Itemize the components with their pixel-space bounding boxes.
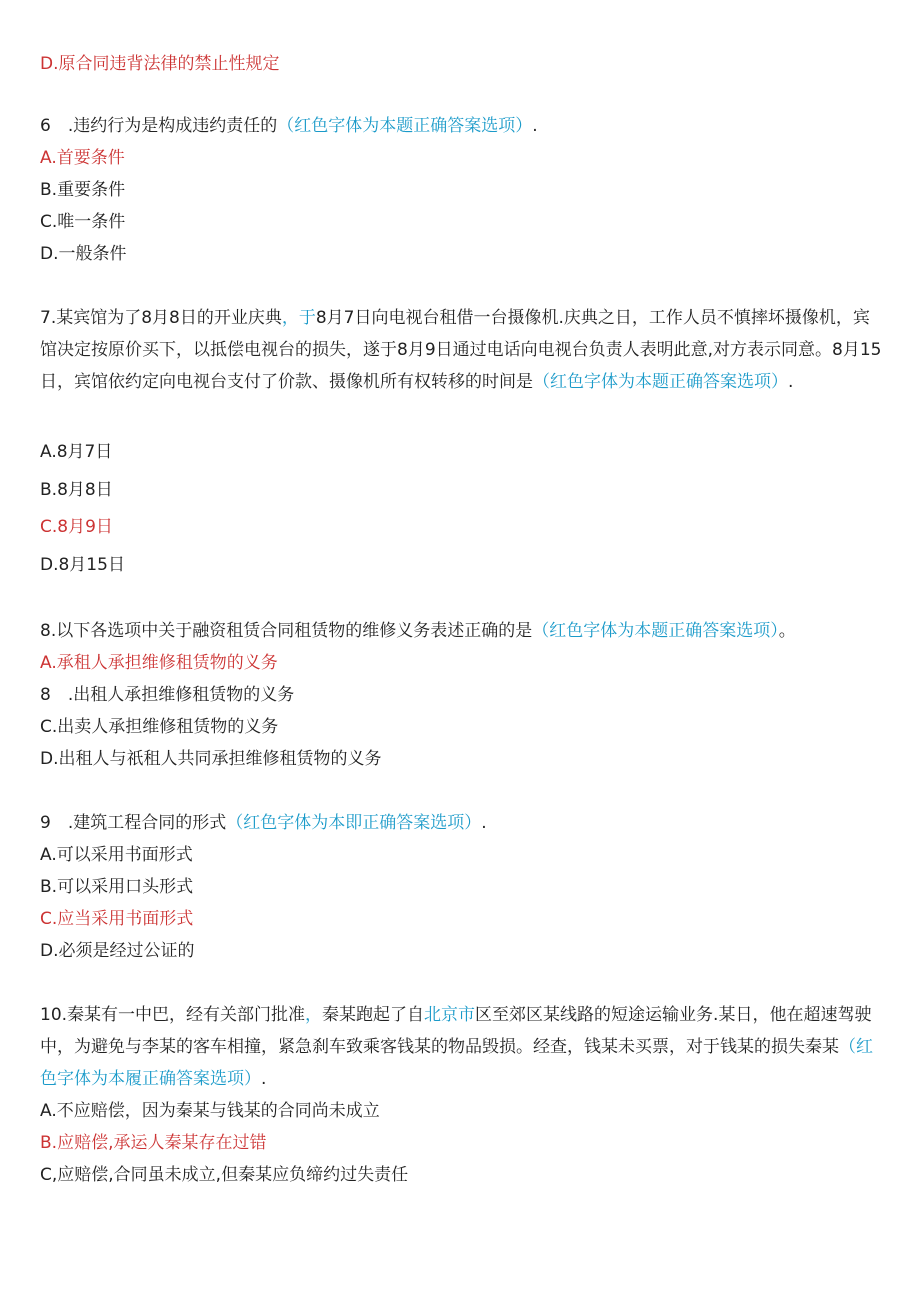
- q7-stem: 7.某宾馆为了8月8日的开业庆典，于8月7日向电视台租借一台摄像机.庆典之日，工作人员不慎摔坏摄像机，宾馆决定按原价买下，以抵偿电视台的损失，遂于8月9日通过电话向电视台负责人表明此意,对方表示同意。8月15日，宾馆依约定向电视台支付了价款、摄像机所有权转移的时间是（红色字体为本题正确答案选项）.: [40, 308, 882, 392]
- q9-option-a: A.可以采用书面形式: [40, 845, 193, 865]
- q10-option-b: B.应赔偿,承运人秦某存在过错: [40, 1133, 267, 1153]
- q10-option-a: A.不应赔偿，因为秦某与钱某的合同尚未成立: [40, 1101, 380, 1121]
- city-name: 北京市: [424, 1005, 476, 1025]
- q8-option-c: C.出卖人承担维修租赁物的义务: [40, 717, 279, 737]
- answer-hint: （红色字体为本即正确答案选项）: [226, 813, 482, 833]
- q6-option-d: D.一般条件: [40, 244, 127, 264]
- q6-stem: 6 .违约行为是构成违约责任的（红色字体为本题正确答案选项）.: [40, 116, 538, 136]
- q8-option-b: 8 .出租人承担维修租赁物的义务: [40, 685, 295, 705]
- q7-option-d: D.8月15日: [40, 555, 125, 575]
- q6-option-c: C.唯一条件: [40, 212, 126, 232]
- q8-option-d: D.出租人与祇租人共同承担维修租赁物的义务: [40, 749, 382, 769]
- q9-option-b: B.可以采用口头形式: [40, 877, 194, 897]
- answer-hint: （红色字体为本题正确答案选项）: [532, 621, 779, 641]
- answer-hint: （红色字体为本题正确答案选项）: [533, 372, 788, 392]
- q6-option-b: B.重要条件: [40, 180, 126, 200]
- answer-hint: （红色字体为本履正确答案选项）: [40, 1037, 873, 1089]
- q7-option-b: B.8月8日: [40, 480, 113, 500]
- q9-option-c: C.应当采用书面形式: [40, 909, 194, 929]
- q8-stem: 8.以下各选项中关于融资租赁合同租赁物的维修义务表述正确的是（红色字体为本题正确答案选项）。: [40, 621, 796, 641]
- q7-option-a: A.8月7日: [40, 442, 113, 462]
- q10-stem: 10.秦某有一中巴，经有关部门批准，秦某跑起了自北京市区至郊区某线路的短途运输业务.某日，他在超速驾驶中，为避免与李某的客车相撞，紧急刹车致乘客钱某的物品毁损。经查，钱某未买票，对于钱某的损失秦某（红色字体为本履正确答案选项）.: [40, 1005, 873, 1089]
- q7-option-c: C.8月9日: [40, 517, 113, 537]
- q9-stem: 9 .建筑工程合同的形式（红色字体为本即正确答案选项）.: [40, 813, 487, 833]
- answer-hint: （红色字体为本题正确答案选项）: [277, 116, 533, 136]
- q10-option-c: C,应赔偿,合同虽未成立,但秦某应负缔约过失责任: [40, 1165, 409, 1185]
- q5-option-d: D.原合同违背法律的禁止性规定: [40, 54, 280, 74]
- q8-option-a: A.承租人承担维修租赁物的义务: [40, 653, 278, 673]
- q6-option-a: A.首要条件: [40, 148, 125, 168]
- q9-option-d: D.必须是经过公证的: [40, 941, 195, 961]
